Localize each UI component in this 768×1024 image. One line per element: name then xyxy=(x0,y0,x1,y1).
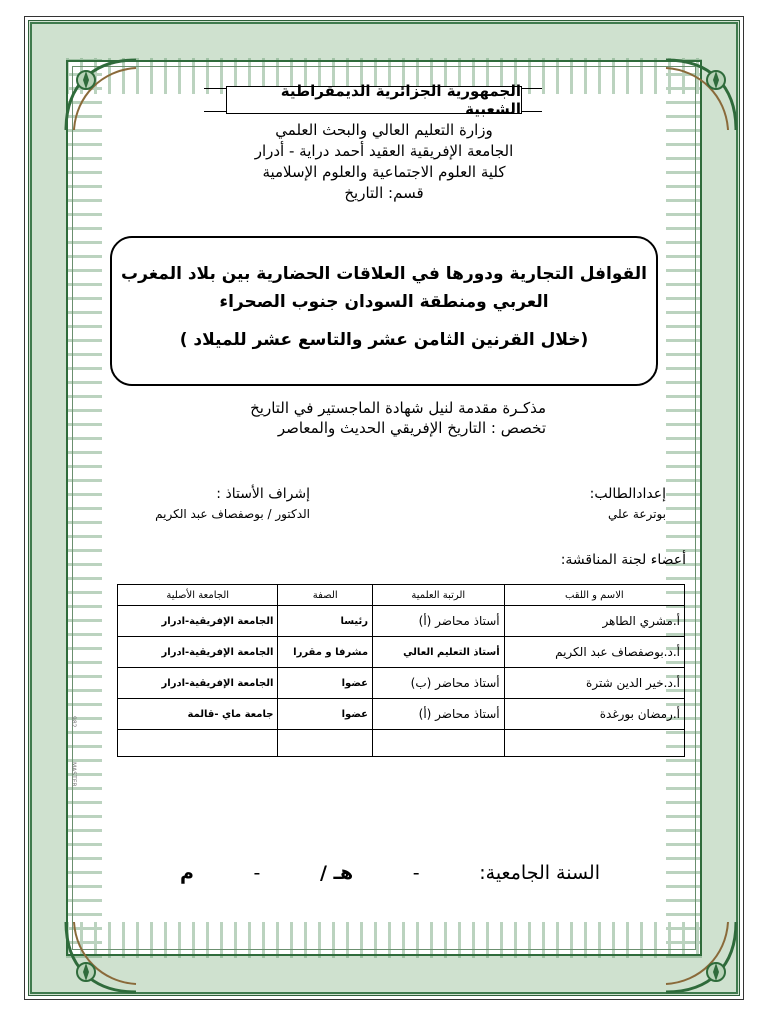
member-name: أ.د.بوصفصاف عبد الكريم xyxy=(504,637,684,668)
column-header-role: الصفة xyxy=(278,585,373,606)
member-rank: أستاذ التعليم العالي xyxy=(373,637,505,668)
table-row xyxy=(118,637,685,668)
member-name: أ.د.خير الدين شترة xyxy=(504,668,684,699)
year-separator-2: - xyxy=(253,862,261,884)
corner-ornament-icon xyxy=(662,56,740,134)
committee-title: أعضاء لجنة المناقشة: xyxy=(560,552,686,568)
empty-cell xyxy=(504,730,684,757)
year-separator-1: - xyxy=(412,862,420,884)
member-university: جامعة ماي -قالمة xyxy=(118,699,278,730)
thesis-description xyxy=(190,398,546,438)
member-university: الجامعة الإفريقية-ادرار xyxy=(118,637,278,668)
academic-year-label: السنة الجامعية: xyxy=(479,862,600,884)
empty-cell xyxy=(373,730,505,757)
member-role: رئيسا xyxy=(278,606,373,637)
institution-header xyxy=(180,120,588,204)
committee-table xyxy=(117,584,685,757)
degree-line: مذكـرة مقدمة لنيل شهادة الماجستير في التاريخ xyxy=(250,399,546,417)
ribbon-tail-left xyxy=(204,88,228,112)
thesis-title-line-3: (خلال القرنين الثامن عشر والتاسع عشر للميلاد ) xyxy=(179,330,589,350)
corner-ornament-icon xyxy=(62,56,140,134)
hijri-marker: هـ / xyxy=(319,862,354,884)
thesis-title-line-2: العربي ومنطقة السودان جنوب الصحراء xyxy=(219,292,549,312)
table-header-row xyxy=(118,585,685,606)
member-name: أ.رمضان بورغدة xyxy=(504,699,684,730)
member-rank: أستاذ محاضر (ب) xyxy=(373,668,505,699)
supervisor-block xyxy=(100,484,310,524)
academic-year-line xyxy=(180,862,600,884)
member-role: عضوا xyxy=(278,668,373,699)
thesis-title-box xyxy=(110,236,658,386)
table-row xyxy=(118,699,685,730)
corner-ornament-icon xyxy=(662,918,740,996)
table-row xyxy=(118,668,685,699)
table-row-empty xyxy=(118,730,685,757)
scan-mark-number: 982 xyxy=(70,716,77,728)
supervisor-name: الدكتور / بوصفصاف عبد الكريم xyxy=(155,507,310,521)
member-university: الجامعة الإفريقية-ادرار xyxy=(118,668,278,699)
specialty-line: تخصص : التاريخ الإفريقي الحديث والمعاصر xyxy=(277,419,546,437)
faculty-line: كلية العلوم الاجتماعية والعلوم الإسلامية xyxy=(262,163,506,181)
republic-banner: الجمهورية الجزائرية الديمقراطية الشعبية xyxy=(226,86,522,114)
department-line: قسم: التاريخ xyxy=(344,184,424,202)
student-name: بوترعة علي xyxy=(607,507,666,521)
scan-mark-label: MASTER xyxy=(70,762,77,787)
column-header-name: الاسم و اللقب xyxy=(504,585,684,606)
member-role: مشرفا و مقررا xyxy=(278,637,373,668)
column-header-university: الجامعة الأصلية xyxy=(118,585,278,606)
table-row xyxy=(118,606,685,637)
student-label: إعدادالطالب: xyxy=(589,486,666,502)
university-line: الجامعة الإفريقية العقيد أحمد دراية - أدرار xyxy=(254,142,514,160)
empty-cell xyxy=(118,730,278,757)
member-rank: أستاذ محاضر (أ) xyxy=(373,606,505,637)
supervisor-label: إشراف الأستاذ : xyxy=(216,486,310,502)
member-rank: أستاذ محاضر (أ) xyxy=(373,699,505,730)
corner-ornament-icon xyxy=(62,918,140,996)
member-role: عضوا xyxy=(278,699,373,730)
student-block xyxy=(456,484,666,524)
ministry-line: وزارة التعليم العالي والبحث العلمي xyxy=(275,121,493,139)
gregorian-marker: م xyxy=(180,862,194,884)
member-name: أ.مشري الطاهر xyxy=(504,606,684,637)
empty-cell xyxy=(278,730,373,757)
member-university: الجامعة الإفريقية-ادرار xyxy=(118,606,278,637)
column-header-rank: الرتبة العلمية xyxy=(373,585,505,606)
thesis-title-line-1: القوافل التجارية ودورها في العلاقات الحضارية بين بلاد المغرب xyxy=(121,264,647,284)
